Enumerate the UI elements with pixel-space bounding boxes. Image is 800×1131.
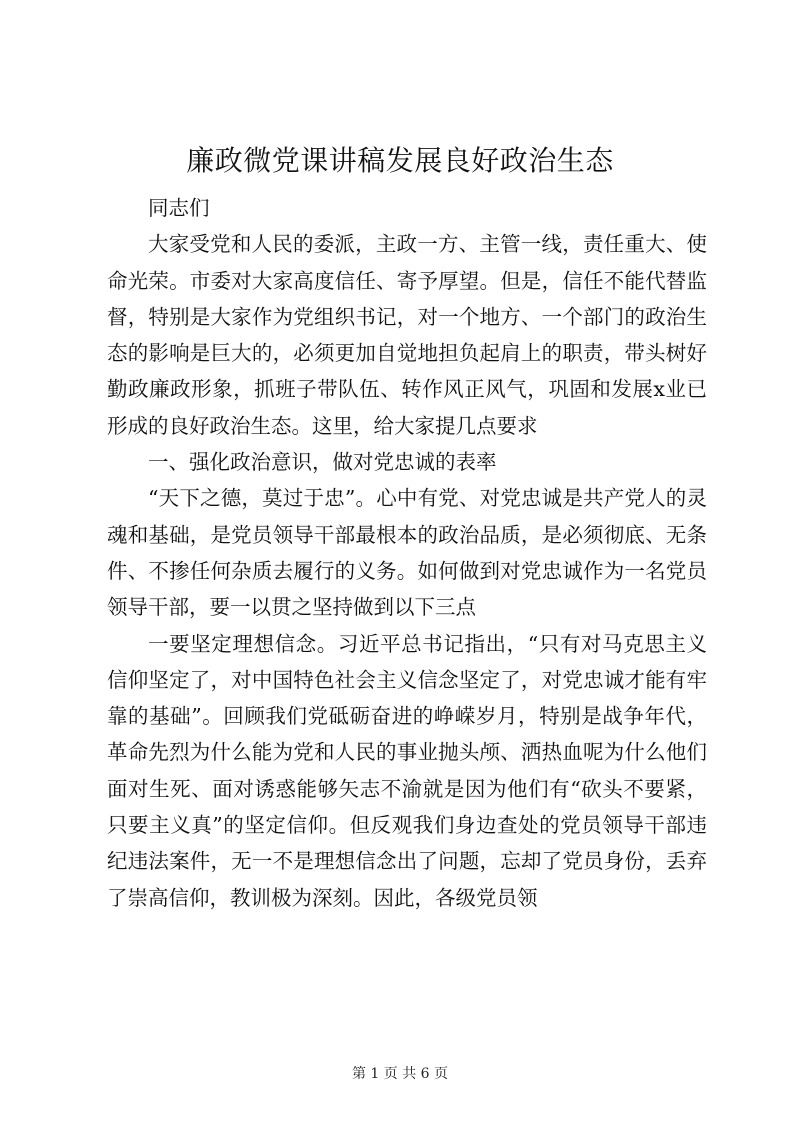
paragraph-loyalty: “天下之德，莫过于忠”。心中有党、对党忠诚是共产党人的灵魂和基础，是党员领导干部最根本的政治品质，是必须彻底、无条件、不掺任何杂质去履行的义务。如何做到对党忠诚作为一名党员领导干部，要一以贯之坚持做到以下三点 [107, 486, 707, 620]
document-title: 廉政微党课讲稿发展良好政治生态 [186, 144, 614, 177]
section-heading-1: 一、强化政治意识，做对党忠诚的表率 [148, 450, 497, 475]
paragraph-ideals: 一要坚定理想信念。习近平总书记指出，“只有对马克思主义信仰坚定了，对中国特色社会主义信念坚定了，对党忠诚才能有牢靠的基础”。回顾我们党砥砺奋进的峥嵘岁月，特别是战争年代，革命先烈为什么能为党和人民的事业抛头颅、洒热血呢为什么他们面对生死、面对诱惑能够矢志不渝就是因为他们有“砍头不要紧，只要主义真”的坚定信仰。但反观我们身边查处的党员领导干部违纪违法案件，无一不是理想信念出了问题，忘却了党员身份，丢弃了崇高信仰，教训极为深刻。因此，各级党员领 [107, 631, 707, 910]
paragraph-greeting: 同志们 [148, 196, 210, 220]
page-number-footer: 第 1 页 共 6 页 [351, 1066, 449, 1082]
document-body [107, 190, 707, 916]
paragraph-intro: 大家受党和人民的委派，主政一方、主管一线，责任重大、使命光荣。市委对大家高度信任、寄予厚望。但是，信任不能代替监督，特别是大家作为党组织书记，对一个地方、一个部门的政治生态的影响是巨大的，必须更加自觉地担负起肩上的职责，带头树好勤政廉政形象，抓班子带队伍、转作风正风气，巩固和发展x业已形成的良好政治生态。这里，给大家提几点要求 [107, 232, 707, 438]
